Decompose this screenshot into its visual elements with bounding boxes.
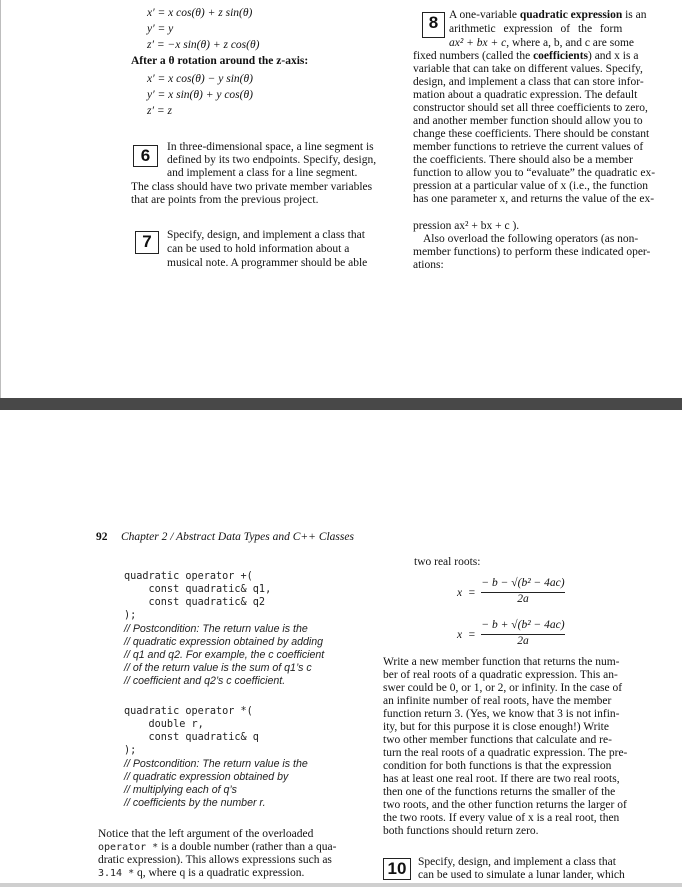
comment-line: // quadratic expression obtained by adding xyxy=(124,636,324,648)
exercise-7-line: musical note. A programmer should be able xyxy=(167,257,368,269)
roots-para-line: an infinite number of real roots, have the member xyxy=(383,695,612,707)
page-gap xyxy=(0,398,682,410)
text-run: A one-variable xyxy=(449,9,520,21)
exercise-8-line: pression at a particular value of x (i.e., the function xyxy=(413,180,649,192)
roots-para-line: turn the real roots of a quadratic expression. The pre- xyxy=(383,747,628,759)
text-run: ) and x is a xyxy=(588,50,639,62)
code-line: const quadratic& q2 xyxy=(124,597,266,608)
exercise-8-line: member functions) to perform these indicated oper- xyxy=(413,246,651,258)
roots-para-line: ity, but for this purpose it is close enough!) Write xyxy=(383,721,609,733)
comment-line: // coefficient and q2’s c coefficient. xyxy=(124,675,286,687)
exercise-6-line: and implement a class for a line segment. xyxy=(167,167,358,179)
exercise-8-line: constructor should set all three coefficients to zero, xyxy=(413,102,648,114)
root-1-denominator: 2a xyxy=(517,593,529,605)
term-coefficients: coefficients xyxy=(533,50,588,62)
text-run: fixed numbers (called the xyxy=(413,50,534,62)
comment-line: // of the return value is the sum of q1’s c xyxy=(124,662,312,674)
exercise-6-number: 6 xyxy=(133,145,158,167)
roots-para-line: Write a new member function that returns the num- xyxy=(383,656,620,668)
roots-para-line: ber of real roots of a quadratic expression. This an- xyxy=(383,669,618,681)
exercise-8-line: has one parameter x, and returns the value of the ex- xyxy=(413,193,655,205)
exercise-7-line: can be used to hold information about a xyxy=(167,243,350,255)
equation-line: y′ = x sin(θ) + y cos(θ) xyxy=(147,89,253,101)
exercise-6-line: In three-dimensional space, a line segment is xyxy=(167,141,374,153)
exercise-7-number: 7 xyxy=(135,231,159,254)
page-number: 92 xyxy=(96,531,108,543)
exercise-10-number: 10 xyxy=(383,858,411,880)
exercise-7-line: Specify, design, and implement a class that xyxy=(167,229,365,241)
exercise-8-line: function to allow you to “evaluate” the quadratic ex- xyxy=(413,167,656,179)
equation-line: z′ = −x sin(θ) + z cos(θ) xyxy=(147,39,260,51)
exercise-8-line: mation about a quadratic expression. The default xyxy=(413,89,638,101)
formula: ax² + bx + c xyxy=(449,37,507,49)
comment-line: // multiplying each of q’s xyxy=(124,784,237,796)
exercise-8-line: variable that can take on different values. Specify, xyxy=(413,63,643,75)
notice-line: Notice that the left argument of the overloaded xyxy=(98,828,314,840)
roots-para-line: two roots, and the other function returns the larger of xyxy=(383,799,627,811)
root-1-lhs: x = xyxy=(457,587,476,599)
code-line: quadratic operator *( xyxy=(124,706,253,717)
exercise-10-line: Specify, design, and implement a class that xyxy=(418,856,616,868)
equation-line: z′ = z xyxy=(147,105,172,117)
running-head: Chapter 2 / Abstract Data Types and C++ Classes xyxy=(121,531,354,543)
inline-code: 3.14 * xyxy=(98,868,135,879)
roots-para-line: swer could be 0, or 1, or 2, or infinity. In the case of xyxy=(383,682,623,694)
code-line: quadratic operator +( xyxy=(124,571,253,582)
text-run: is an xyxy=(622,9,647,21)
exercise-8-line-2: arithmetic expression of the form xyxy=(449,23,623,35)
roots-para-line: function return 3. (Yes, we know that 3 is not infin- xyxy=(383,708,620,720)
comment-line: // q1 and q2. For example, the c coefficient xyxy=(124,649,325,661)
code-line: const quadratic& q xyxy=(124,732,259,743)
root-2-numerator: − b + √(b² − 4ac) xyxy=(481,619,565,631)
equation-line: x′ = x cos(θ) + z sin(θ) xyxy=(147,7,253,19)
exercise-10-line: can be used to simulate a lunar lander, which xyxy=(418,869,625,881)
two-roots-label: two real roots: xyxy=(414,556,481,568)
exercise-8-line: change these coefficients. There should be constant xyxy=(413,128,650,140)
roots-para-line: the two roots. If every value of x is a real root, then xyxy=(383,812,620,824)
exercise-8-line: Also overload the following operators (as non- xyxy=(423,233,639,245)
exercise-8-line-fixed xyxy=(413,50,672,63)
roots-para-line: has at least one real root. If there are two real roots, xyxy=(383,773,620,785)
root-2-lhs: x = xyxy=(457,629,476,641)
top-page xyxy=(0,0,682,398)
root-2-denominator: 2a xyxy=(517,635,529,647)
roots-para-line: condition for both functions is that the expression xyxy=(383,760,612,772)
notice-line xyxy=(98,867,358,880)
code-line: double r, xyxy=(124,719,204,730)
equation-line: x′ = x cos(θ) − y sin(θ) xyxy=(147,73,253,85)
text-run: is a double number (rather than a qua- xyxy=(161,841,337,853)
bottom-page xyxy=(0,410,682,887)
exercise-6-line: The class should have two private member variables xyxy=(131,181,373,193)
exercise-8-line: the coefficients. There should also be a member xyxy=(413,154,633,166)
text-run: , where a, b, and c are some xyxy=(506,37,634,49)
comment-line: // quadratic expression obtained by xyxy=(124,771,289,783)
inline-code: operator * xyxy=(98,842,159,853)
roots-para-line: then one of the functions returns the smaller of the xyxy=(383,786,616,798)
roots-para-line: both functions should return zero. xyxy=(383,825,539,837)
exercise-6-line: defined by its two endpoints. Specify, design, xyxy=(167,154,377,166)
exercise-8-line: pression ax² + bx + c ). xyxy=(413,220,520,232)
notice-line: dratic expression). This allows expressions such as xyxy=(98,854,332,866)
code-line: const quadratic& q1, xyxy=(124,584,272,595)
exercise-8-line: and another member function should allow you to xyxy=(413,115,643,127)
exercise-8-line: ations: xyxy=(413,259,444,271)
comment-line: // Postcondition: The return value is the xyxy=(124,758,308,770)
exercise-8-line: member functions to retrieve the current values of xyxy=(413,141,644,153)
viewer-bottom-edge xyxy=(0,883,682,887)
comment-line: // Postcondition: The return value is the xyxy=(124,623,308,635)
exercise-8-line: design, and implement a class that can store infor- xyxy=(413,76,644,88)
z-axis-heading: After a θ rotation around the z-axis: xyxy=(131,55,309,67)
comment-line: // coefficients by the number r. xyxy=(124,797,266,809)
code-line: ); xyxy=(124,610,137,621)
exercise-8-line-1 xyxy=(449,9,672,22)
term-quadratic-expression: quadratic expression xyxy=(519,9,623,21)
exercise-8-number: 8 xyxy=(422,12,445,38)
exercise-6-line: that are points from the previous project. xyxy=(131,194,319,206)
text-run: q, where q is a quadratic expression. xyxy=(137,867,305,879)
exercise-8-line-3 xyxy=(449,37,672,50)
notice-line xyxy=(98,841,358,854)
code-line: ); xyxy=(124,745,137,756)
equation-line: y′ = y xyxy=(147,23,174,35)
roots-para-line: two other member functions that calculate and re- xyxy=(383,734,612,746)
root-1-numerator: − b − √(b² − 4ac) xyxy=(481,577,565,589)
